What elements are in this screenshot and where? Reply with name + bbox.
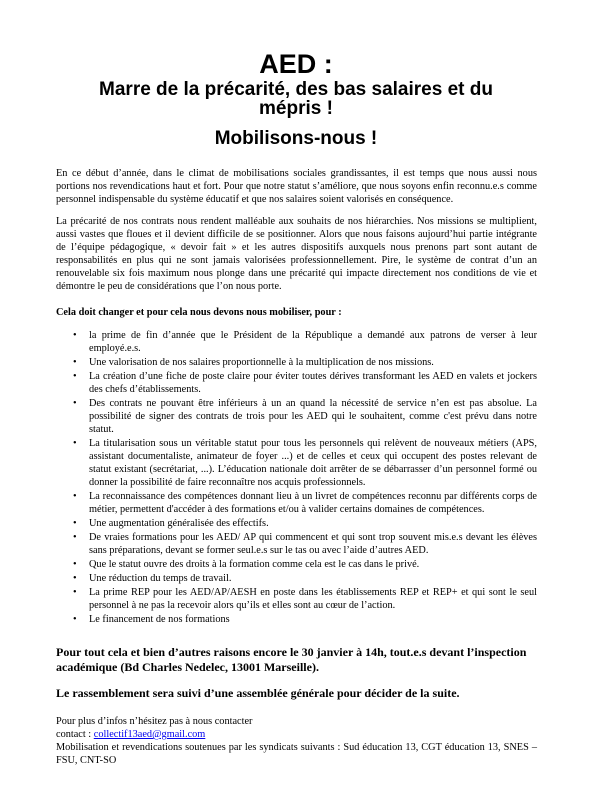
list-item: [56, 356, 537, 369]
document-subtitle: Marre de la précarité, des bas salaires et du mépris !: [99, 79, 493, 119]
list-item-text: La titularisation sous un véritable statut pour tous les personnels qui relèvent de nouveaux métiers (APS, assistant documentaliste, animateur de foyer ...) et de celles et ceux qui occupent des postes relevant de statut existant (secrétariat, ...). L’éducation nationale doit arrêter de se débarrasser d’un personnel formé ou donner la possibilité de faire reconnaître nos acquis professionnels.: [89, 438, 537, 488]
bullet-icon: •: [73, 518, 77, 529]
call-to-action: Pour tout cela et bien d’autres raisons encore le 30 janvier à 14h, tout.e.s devant l’inspection académique (Bd Charles Nedelec, 13001 Marseille).: [56, 645, 527, 674]
bullet-icon: •: [73, 438, 77, 449]
contact-line: [56, 728, 537, 741]
list-item-text: Que le statut ouvre des droits à la formation comme cela est le cas dans le privé.: [89, 559, 420, 570]
contact-intro: Pour plus d’infos n’hésitez pas à nous contacter: [56, 716, 253, 727]
list-item-text: De vraies formations pour les AED/ AP qui commencent et qui sont trop souvent mis.e.s devant les élèves sans préparations, devant se former seul.e.s sur le tas ou avec l’aide d’autres AED.: [89, 532, 537, 556]
bullet-icon: •: [73, 491, 77, 502]
bullet-icon: •: [73, 532, 77, 543]
list-item: [56, 572, 537, 585]
document-slogan: Mobilisons-nous !: [214, 128, 378, 149]
bullet-icon: •: [73, 371, 77, 382]
supporting-unions: Mobilisation et revendications soutenues par les syndicats suivants : Sud éducation 13, CGT éducation 13, SNES – FSU, CNT-SO: [56, 742, 537, 766]
follow-up-note: Le rassemblement sera suivi d’une assemblée générale pour décider de la suite.: [56, 686, 460, 700]
list-item-text: Une valorisation de nos salaires proportionnelle à la multiplication de nos missions.: [89, 357, 434, 368]
list-item: [56, 531, 537, 557]
bullet-icon: •: [73, 614, 77, 625]
contact-block: [56, 715, 537, 767]
bullet-icon: •: [73, 357, 77, 368]
list-item: [56, 370, 537, 396]
list-item-text: La reconnaissance des compétences donnant lieu à un livret de compétences reconnu par différents corps de métier, permettent d'accéder à des formations et/ou à valider certains domaines de compétences.: [89, 491, 537, 515]
contact-label: contact :: [56, 729, 94, 740]
bullet-icon: •: [73, 330, 77, 341]
demands-lead: Cela doit changer et pour cela nous devons nous mobiliser, pour :: [56, 307, 342, 318]
list-item-text: La prime REP pour les AED/AP/AESH en poste dans les établissements REP et REP+ et qui sont le seul personnel à ne pas la recevoir alors qu’ils et elles sont au cœur de l’action.: [89, 587, 537, 611]
demands-list: [56, 329, 537, 627]
list-item: [56, 397, 537, 436]
list-item-text: La création d’une fiche de poste claire pour éviter toutes dérives transformant les AED en valets et jockers des chefs d’établissements.: [89, 371, 537, 395]
list-item: [56, 490, 537, 516]
list-item-text: Des contrats ne pouvant être inférieurs à un an quand la nécessité de service n’en est pas absolue. La possibilité de signer des contrats de trois pour les AED qui le souhaitent, comme c'est prévu dans notre statut.: [89, 398, 537, 435]
bullet-icon: •: [73, 587, 77, 598]
intro-paragraph-2: La précarité de nos contrats nous rendent malléable aux souhaits de nos hiérarchies. Nos missions se multiplient, aussi vastes que floues et il devient difficile de se positionner. Alors que nous faisons aujourd’hui partie intégrante de l’équipe pédagogique, « devoir fait » et les autres dispositifs auxquels nous prenons part sont autant de responsabilités en plus qui ne sont jamais valorisées professionnellement. Pire, le système de contrat d’un an renouvelable six fois maximum nous plonge dans une précarité qui impacte directement nos conditions de vie et démontre le peu de considérations que l’on nous porte.: [56, 216, 537, 292]
list-item: [56, 586, 537, 612]
list-item: [56, 329, 537, 355]
list-item: [56, 517, 537, 530]
bullet-icon: •: [73, 559, 77, 570]
contact-email-link[interactable]: collectif13aed@gmail.com: [93, 729, 206, 740]
intro-paragraph-1: En ce début d’année, dans le climat de mobilisations sociales grandissantes, il est temps que nous aussi nous portions nos revendications haut et fort. Pour que notre statut s’améliore, que nous soyons enfin reconnu.e.s comme personnel indispensable du système éducatif et que nos salaires soient valorisés en conséquence.: [56, 168, 537, 205]
list-item-text: Le financement de nos formations: [89, 614, 230, 625]
list-item-text: Une augmentation généralisée des effectifs.: [89, 518, 269, 529]
list-item: [56, 437, 537, 489]
list-item: [56, 558, 537, 571]
document-title: AED :: [259, 49, 333, 79]
list-item-text: Une réduction du temps de travail.: [89, 573, 232, 584]
list-item-text: la prime de fin d’année que le Président de la République a demandé aux patrons de verser à leur employé.e.s.: [89, 330, 537, 354]
list-item: [56, 613, 537, 626]
bullet-icon: •: [73, 398, 77, 409]
bullet-icon: •: [73, 573, 77, 584]
